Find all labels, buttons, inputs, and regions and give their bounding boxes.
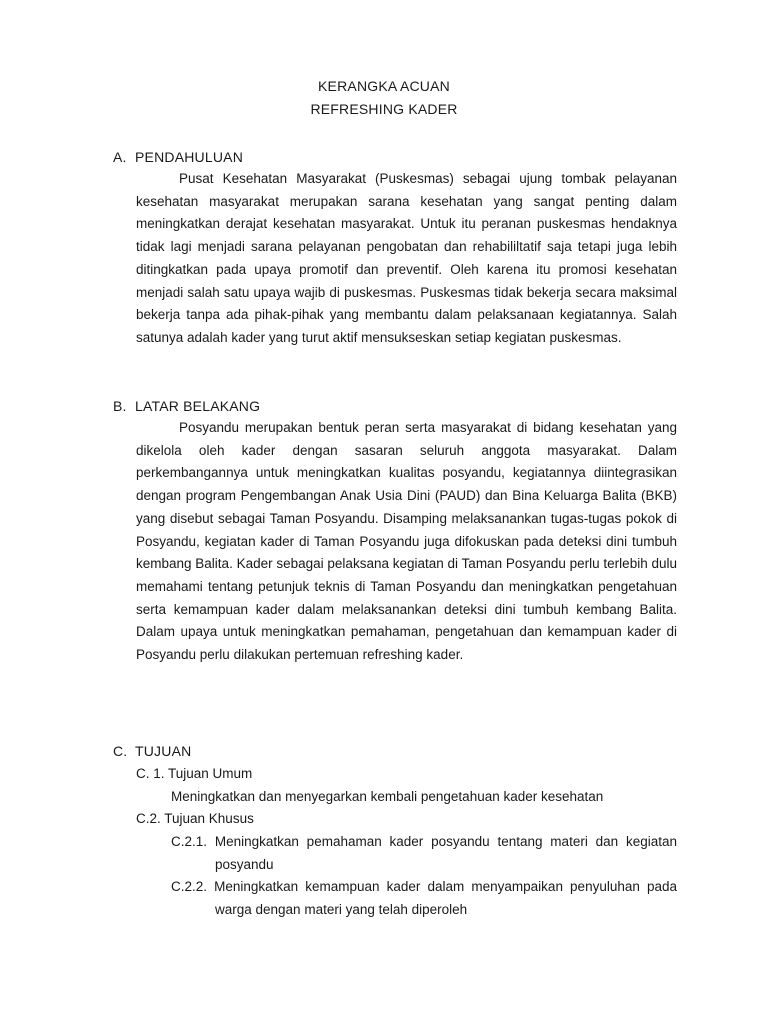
tujuan-umum-label: C. 1. Tujuan Umum: [136, 766, 253, 781]
section-b-body: Posyandu merupakan bentuk peran serta masyarakat di bidang kesehatan yang dikelola oleh kader dengan sasaran seluruh anggota masyarakat. Dalam perkembangannya untuk meningkatkan kualitas posyandu, kegiatannya diintegrasikan dengan program Pengembangan Anak Usia Dini (PAUD) dan Bina Keluarga Balita (BKB) yang disebut sebagai Taman Posyandu. Disamping melaksanankan tugas-tugas pokok di Posyandu, kegiatan kader di Taman Posyandu juga difokuskan pada deteksi dini tumbuh kembang Balita. Kader sebagai pelaksana kegiatan di Taman Posyandu perlu terlebih dulu memahami tentang petunjuk teknis di Taman Posyandu dan meningkatkan pengetahuan serta kemampuan kader dalam melaksanankan deteksi dini tumbuh kembang Balita. Dalam upaya untuk meningkatkan pemahaman, pengetahuan dan kemampuan kader di Posyandu perlu dilakukan pertemuan refreshing kader.: [136, 420, 677, 663]
section-c-letter: C.: [113, 743, 128, 759]
section-a-letter: A.: [113, 149, 127, 165]
section-a-title: PENDAHULUAN: [135, 149, 243, 165]
section-b-title: LATAR BELAKANG: [135, 398, 261, 414]
tujuan-khusus-label: C.2. Tujuan Khusus: [136, 811, 254, 826]
section-a-body: Pusat Kesehatan Masyarakat (Puskesmas) sebagai ujung tombak pelayanan kesehatan masyarakat merupakan sarana kesehatan yang sangat penting dalam meningkatkan derajat kesehatan masyarakat. Untuk itu peranan puskesmas hendaknya tidak lagi menjadi sarana pelayanan pengobatan dan rehabililtatif saja tetapi juga lebih ditingkatkan pada upaya promotif dan preventif. Oleh karena itu promosi kesehatan menjadi salah satu upaya wajib di puskesmas. Puskesmas tidak bekerja secara maksimal bekerja tanpa ada pihak-pihak yang membantu dalam pelaksanaan kegiatannya. Salah satunya adalah kader yang turut aktif mensukseskan setiap kegiatan puskesmas.: [136, 171, 677, 345]
section-c-heading: [113, 743, 191, 759]
section-c-title: TUJUAN: [135, 743, 192, 759]
tujuan-khusus-item-1: C.2.1. Meningkatkan pemahaman kader posyandu tentang materi dan kegiatan posyandu: [171, 834, 677, 872]
tujuan-umum-text: Meningkatkan dan menyegarkan kembali pengetahuan kader kesehatan: [171, 789, 604, 804]
tujuan-khusus-item-2: C.2.2. Meningkatkan kemampuan kader dalam menyampaikan penyuluhan pada warga dengan materi yang telah diperoleh: [171, 879, 677, 917]
section-b-letter: B.: [113, 398, 127, 414]
section-a-heading: [113, 149, 243, 165]
section-b-heading: [113, 398, 260, 414]
document-title-line-2: REFRESHING KADER: [310, 101, 458, 117]
document-title-line-1: KERANGKA ACUAN: [318, 78, 450, 94]
